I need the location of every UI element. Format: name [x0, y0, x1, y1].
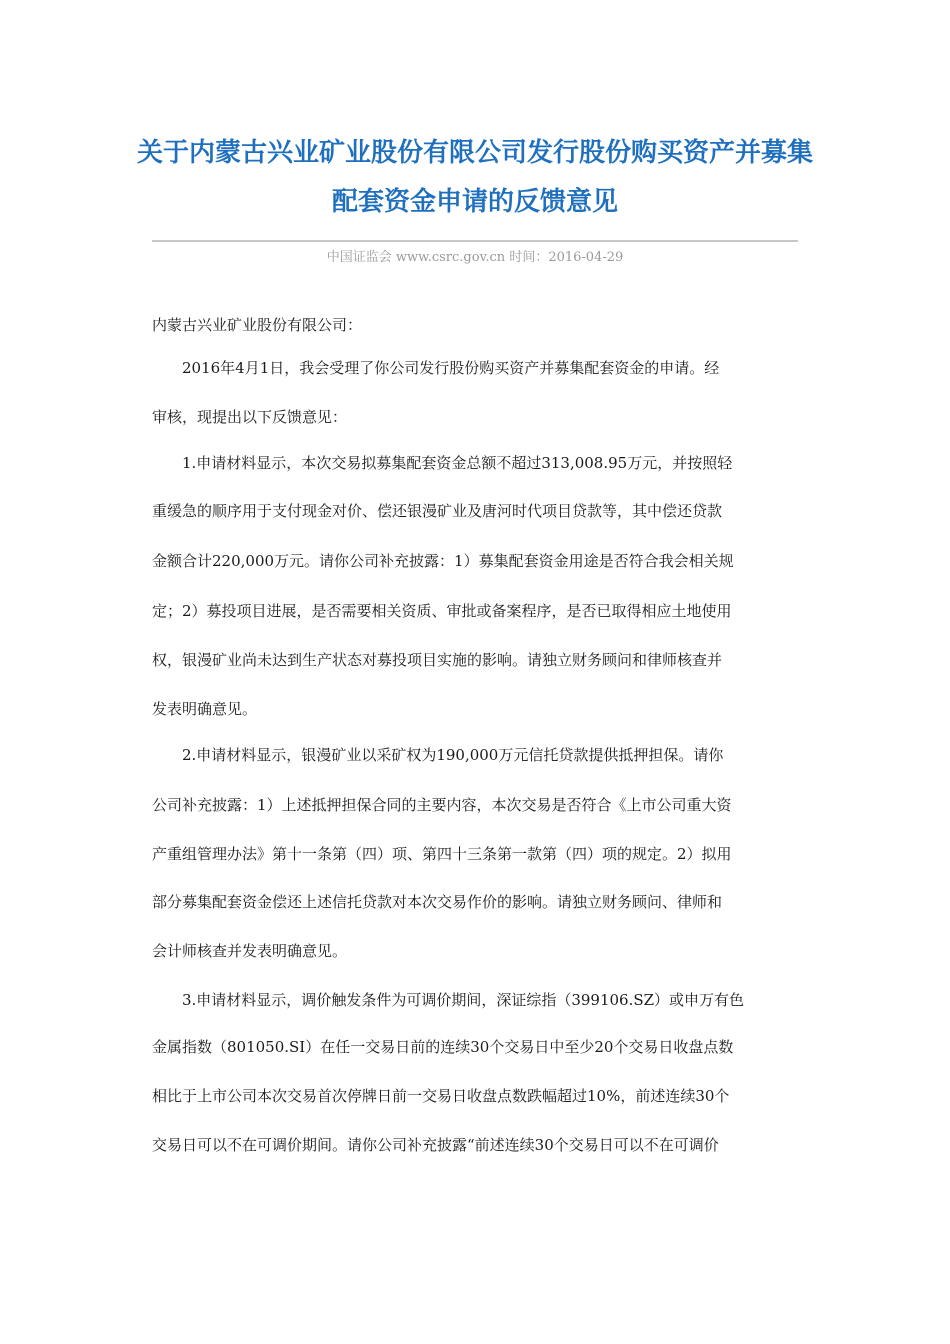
body-line: 内蒙古兴业矿业股份有限公司： [152, 316, 363, 334]
body-line: 定；2）募投项目进展，是否需要相关资质、审批或备案程序，是否已取得相应土地使用 [152, 602, 732, 620]
title-line-1: 关于内蒙古兴业矿业股份有限公司发行股份购买资产并募集 [136, 138, 813, 168]
body-line: 3.申请材料显示，调价触发条件为可调价期间，深证综指（399106.SZ）或申万有色 [152, 991, 745, 1009]
body-line: 部分募集配套资金偿还上述信托贷款对本次交易作价的影响。请独立财务顾问、律师和 [152, 893, 723, 911]
body-line: 产重组管理办法》第十一条第（四）项、第四十三条第一款第（四）项的规定。2）拟用 [152, 845, 732, 863]
body-line: 1.申请材料显示，本次交易拟募集配套资金总额不超过313,008.95万元，并按照轻 [152, 454, 733, 472]
body-line: 重缓急的顺序用于支付现金对价、偿还银漫矿业及唐河时代项目贷款等，其中偿还贷款 [152, 502, 723, 520]
body-line: 2.申请材料显示，银漫矿业以采矿权为190,000万元信托贷款提供抵押担保。请你 [152, 746, 724, 764]
body-line: 会计师核查并发表明确意见。 [152, 942, 348, 960]
title-divider [152, 240, 798, 242]
body-line: 2016年4月1日，我会受理了你公司发行股份购买资产并募集配套资金的申请。经 [152, 359, 720, 377]
publish-date: 2016-04-29 [548, 250, 624, 265]
source-name: 中国证监会 [326, 250, 392, 265]
source-url: www.csrc.gov.cn [395, 250, 506, 265]
body-line: 金属指数（801050.SI）在任一交易日前的连续30个交易日中至少20个交易日收盘点数 [152, 1038, 734, 1056]
title-line-2: 配套资金申请的反馈意见 [331, 187, 618, 217]
body-line: 公司补充披露：1）上述抵押担保合同的主要内容，本次交易是否符合《上市公司重大资 [152, 796, 732, 814]
body-line: 发表明确意见。 [152, 700, 258, 718]
time-label: 时间： [509, 250, 549, 265]
body-line: 权，银漫矿业尚未达到生产状态对募投项目实施的影响。请独立财务顾问和律师核查并 [152, 651, 723, 669]
body-line: 交易日可以不在可调价期间。请你公司补充披露“前述连续30个交易日可以不在可调价 [152, 1136, 719, 1154]
source-meta [152, 248, 798, 268]
body-line: 审核，现提出以下反馈意见： [152, 408, 348, 426]
body-line: 相比于上市公司本次交易首次停牌日前一交易日收盘点数跌幅超过10%，前述连续30个 [152, 1087, 730, 1105]
body-line: 金额合计220,000万元。请你公司补充披露：1）募集配套资金用途是否符合我会相关规 [152, 552, 734, 570]
